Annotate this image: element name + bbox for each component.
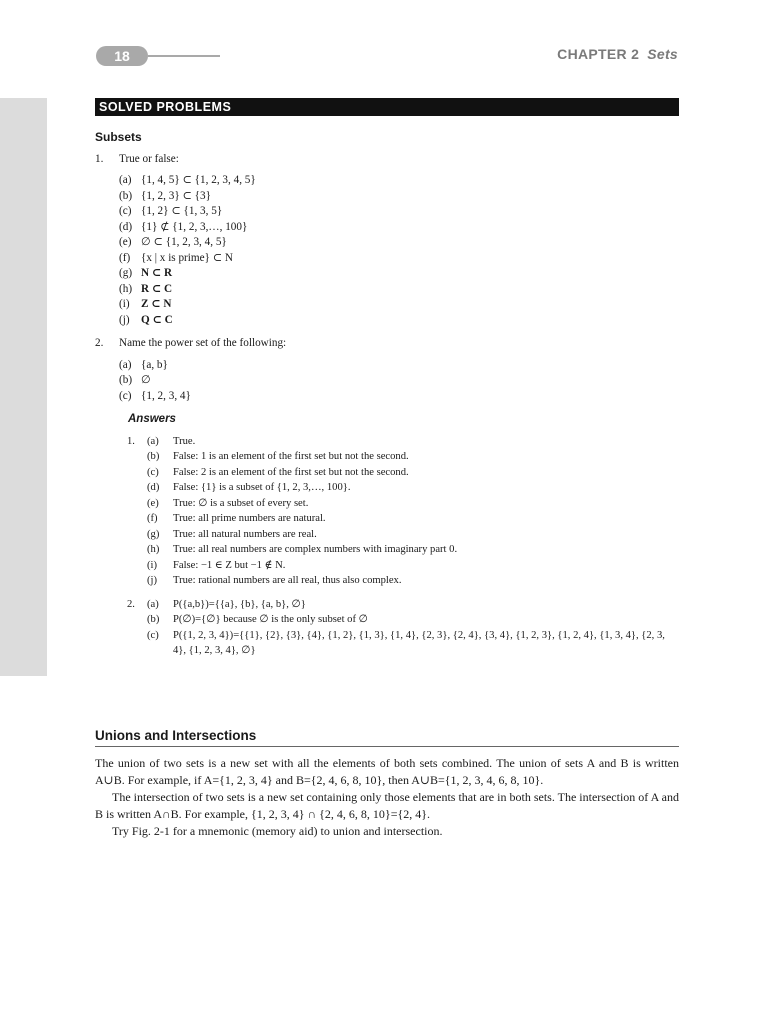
mnemonic-paragraph: Try Fig. 2-1 for a mnemonic (memory aid) to union and intersection.	[112, 824, 443, 838]
answer-row: (i) False: −1 ∈ Z but −1 ∉ N.	[147, 559, 286, 571]
intersection-paragraph: The intersection of two sets is a new set containing only those elements that are in both sets. The intersection of A and B is written A∩B. For example, {1, 2, 3, 4} ∩ {2, 4, 6, 8, 10}={2, 4}.	[95, 790, 679, 821]
answer-row: (e) True: ∅ is a subset of every set.	[147, 497, 309, 509]
list-item: (c) {1, 2} ⊂ {1, 3, 5}	[119, 205, 223, 217]
answer-row: 1. (a) True.	[127, 435, 196, 447]
list-item: (h) R ⊂ C	[119, 282, 173, 295]
page-number-badge: 18	[96, 46, 148, 66]
unions-heading: Unions and Intersections	[95, 728, 679, 747]
list-item: (d) {1} ⊄ {1, 2, 3,…, 100}	[119, 220, 248, 233]
question-2-items	[119, 358, 679, 405]
list-item: (b) ∅	[119, 374, 151, 386]
list-item: (e) ∅ ⊂ {1, 2, 3, 4, 5}	[119, 236, 227, 248]
answers-heading: Answers	[128, 413, 176, 425]
question-number: 1.	[95, 152, 104, 165]
chapter-label: CHAPTER 2	[557, 46, 640, 62]
chapter-header	[557, 46, 678, 62]
union-paragraph: The union of two sets is a new set with all the elements of both sets combined. The union of sets A and B is written A∪B. For example, if A={1, 2, 3, 4} and B={2, 4, 6, 8, 10}, then A∪B={1, 2, 3, 4, 6, 8, 10}.	[95, 756, 679, 787]
list-item: (j) Q ⊂ C	[119, 313, 173, 326]
answer-row: (f) True: all prime numbers are natural.	[147, 513, 326, 524]
list-item: (g) N ⊂ R	[119, 267, 173, 279]
answer-row: (h) True: all real numbers are complex numbers with imaginary part 0.	[147, 544, 458, 555]
header-rule	[148, 55, 220, 57]
section-title-bar: SOLVED PROBLEMS	[95, 98, 679, 116]
unions-section	[95, 728, 679, 840]
question-2	[95, 336, 679, 352]
answer-row: (b) P(∅)={∅} because ∅ is the only subset of ∅	[147, 614, 368, 625]
list-item: (i) Z ⊂ N	[119, 298, 172, 310]
question-1-items	[119, 173, 679, 328]
question-number: 2.	[95, 337, 104, 349]
answer-row: (j) True: rational numbers are all real, thus also complex.	[147, 575, 402, 586]
question-prompt: True or false:	[119, 152, 179, 165]
answer-row: (d) False: {1} is a subset of {1, 2, 3,…, 100}.	[147, 482, 351, 493]
question-1	[95, 152, 679, 168]
margin-band	[0, 98, 47, 676]
answer-row: (b) False: 1 is an element of the first set but not the second.	[147, 451, 409, 462]
subsets-heading: Subsets	[95, 130, 142, 144]
chapter-title: Sets	[647, 46, 678, 62]
solved-problems	[95, 130, 679, 659]
answer-row: (c) False: 2 is an element of the first set but not the second.	[147, 466, 409, 478]
question-prompt: Name the power set of the following:	[119, 337, 287, 349]
answers-1	[127, 434, 679, 659]
list-item: (a) {a, b}	[119, 358, 168, 371]
list-item: (b) {1, 2, 3} ⊂ {3}	[119, 189, 212, 202]
answer-row: (g) True: all natural numbers are real.	[147, 528, 317, 540]
answer-row: 2. (a) P({a,b})={{a}, {b}, {a, b}, ∅}	[127, 598, 306, 610]
list-item: (c) {1, 2, 3, 4}	[119, 389, 191, 402]
list-item: (a) {1, 4, 5} ⊂ {1, 2, 3, 4, 5}	[119, 174, 256, 186]
answer-row: (c) P({1, 2, 3, 4})={{1}, {2}, {3}, {4}, {1, 2}, {1, 3}, {1, 4}, {2, 3}, {2, 4}, {3, 4}, {1, 2, 3}, {1, 2, 4}, {1, 3, 4}, {2, 3, 4}, {1, 2, 3, 4}, ∅}	[147, 629, 665, 656]
list-item: (f) {x | x is prime} ⊂ N	[119, 251, 233, 264]
